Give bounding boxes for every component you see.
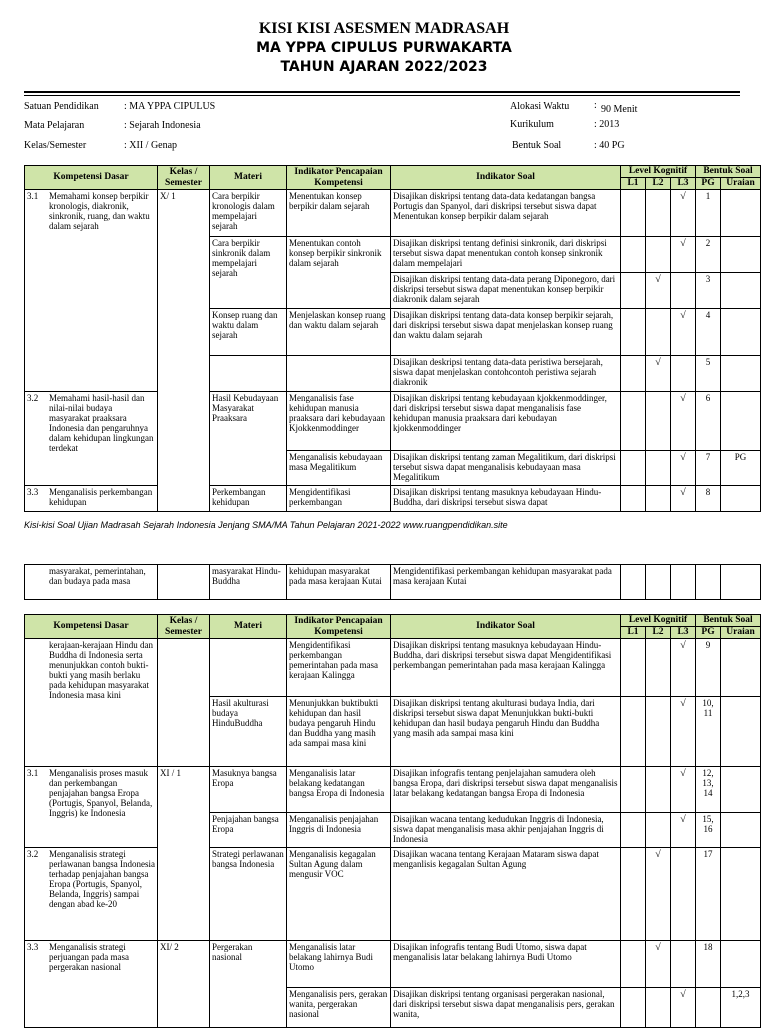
ipk-cell: Menganalisis penjajahan Inggris di Indonesia (287, 813, 391, 848)
indikator-cell: Disajikan diskripsi tentang data-data konsep berpikir sejarah, dari diskripsi tersebut siswa dapat menjelaskan konsep ruang dan waktu dalam sejarah (391, 309, 621, 356)
check-mark: √ (671, 190, 696, 237)
kd-cell (25, 767, 158, 848)
uraian-value: 1,2,3 (721, 988, 761, 1028)
ipk-cell: Menganalisis latar belakang lahirnya Budi Utomo (287, 941, 391, 988)
materi-cell: Penjajahan bangsa Eropa (210, 813, 287, 848)
indikator-cell: Disajikan diskripsi tentang akulturasi budaya India, dari diskripsi tersebut siswa dapat Menunjukkan bukti-bukti kehidupan dan hasil budaya pengaruh Hindu dan Buddha yang masih ada sampai masa kini (391, 697, 621, 767)
col-l2: L2 (646, 178, 671, 190)
check-mark: √ (646, 941, 671, 988)
ipk-cell: Menentukan contoh konsep berpikir sinkronik dalam sejarah (287, 237, 391, 309)
kd-text: Memahami konsep berpikir kronologis, diakronik, sinkronik, ruang, dan waktu dalam sejarah (49, 191, 150, 232)
pg-number: 10, 11 (696, 697, 721, 767)
kelas-cell: XI/ 2 (158, 941, 210, 1028)
kd-number: 3.1 (27, 191, 39, 201)
col-pg: PG (696, 627, 721, 639)
kd-number: 3.3 (27, 487, 39, 497)
pg-number: 8 (696, 486, 721, 512)
materi-cell: Cara berpikir sinkronik dalam mempelajari sejarah (210, 237, 287, 309)
check-mark: √ (671, 697, 696, 767)
pg-number: 4 (696, 309, 721, 356)
col-bentuk: Bentuk Soal (696, 166, 761, 178)
table-row (25, 392, 761, 451)
kurikulum-value: : 2013 (594, 119, 620, 130)
check-mark: √ (671, 639, 696, 697)
indikator-cell: Disajikan diskripsi tentang definisi sinkronik, dari diskripsi tersebut siswa dapat menentukan contoh konsep sinkronik dalam mempelajari (391, 237, 621, 273)
mapel-label: Mata Pelajaran (24, 120, 85, 131)
pg-number: 3 (696, 273, 721, 309)
ipk-cell: Menganalisis kegagalan Sultan Agung dalam mengusir VOC (287, 848, 391, 941)
kelas-cell: X/ 1 (158, 190, 210, 512)
check-mark: √ (671, 309, 696, 356)
uraian-value: PG (721, 451, 761, 486)
kd-text: Menganalisis strategi perjuangan pada masa pergerakan nasional (49, 942, 129, 973)
materi-cell: Hasil Kebudayaan Masyarakat Praaksara (210, 392, 287, 486)
col-l3: L3 (671, 178, 696, 190)
academic-year: TAHUN AJARAN 2022/2023 (280, 59, 488, 75)
col-kd: Kompetensi Dasar (25, 166, 158, 190)
col-kelas: Kelas / Semester (158, 166, 210, 190)
ipk-cell: Menjelaskan konsep ruang dan waktu dalam sejarah (287, 309, 391, 356)
ipk-cell: Menganalisis latar belakang kedatangan bangsa Eropa di Indonesia (287, 767, 391, 813)
indikator-cell: Disajikan deskripsi tentang data-data peristiwa bersejarah, siswa dapat menjelaskan contohcontoh peristiwa sejarah diakronik (391, 356, 621, 392)
materi-cell: masyarakat Hindu-Buddha (210, 565, 287, 600)
col-kelas: Kelas / Semester (158, 615, 210, 639)
pg-number: 17 (696, 848, 721, 941)
col-uraian: Uraian (721, 178, 761, 190)
materi-cell: Strategi perlawanan bangsa Indonesia (210, 848, 287, 941)
ipk-cell: Menganalisis fase kehidupan manusia praaksara dari kebudayaan Kjokkenmoddinger (287, 392, 391, 451)
indikator-cell: Disajikan diskripsi tentang masuknya kebudayaan Hindu-Buddha, dari diskripsi tersebut siswa dapat (391, 486, 621, 512)
ipk-cell: kehidupan masyarakat pada masa kerajaan Kutai (287, 565, 391, 600)
header-rule-thin (24, 95, 740, 96)
table-row (25, 767, 761, 813)
ipk-cell: Menentukan konsep berpikir dalam sejarah (287, 190, 391, 237)
kd-number: 3.2 (27, 393, 39, 403)
indikator-cell: Disajikan infografis tentang penjelajahan samudera oleh bangsa Eropa, dari diskripsi tersebut siswa dapat menganalisis latar belakang kedatangan bangsa Eropa di Indonesia (391, 767, 621, 813)
col-l1: L1 (621, 178, 646, 190)
pg-number: 18 (696, 941, 721, 988)
kd-number: 3.3 (27, 942, 39, 952)
check-mark: √ (671, 451, 696, 486)
kelas-value: : XII / Genap (124, 140, 178, 151)
col-materi: Materi (210, 615, 287, 639)
table-row (25, 848, 761, 941)
col-l1: L1 (621, 627, 646, 639)
satuan-label: Satuan Pendidikan (24, 101, 99, 112)
pg-number: 2 (696, 237, 721, 273)
check-mark: √ (671, 767, 696, 813)
kurikulum-label: Kurikulum (510, 119, 554, 130)
col-uraian: Uraian (721, 627, 761, 639)
indikator-cell: Mengidentifikasi perkembangan kehidupan masyarakat pada masa kerajaan Kutai (391, 565, 621, 600)
col-ipk: Indikator Pencapaian Kompetensi (287, 615, 391, 639)
alokasi-colon: : (594, 100, 597, 111)
check-mark: √ (671, 988, 696, 1028)
document-title: KISI KISI ASESMEN MADRASAH (258, 20, 510, 37)
ipk-cell: Menganalisis pers, gerakan wanita, pergerakan nasional (287, 988, 391, 1028)
indikator-cell: Disajikan wacana tentang kedudukan Inggris di Indonesia, siswa dapat menganalisis masa akhir penjajahan Inggris di Indonesia (391, 813, 621, 848)
ipk-cell: Menganalisis kebudayaan masa Megalitikum (287, 451, 391, 486)
mapel-value: : Sejarah Indonesia (124, 120, 201, 131)
check-mark: √ (671, 813, 696, 848)
kd-number: 3.1 (27, 768, 39, 778)
table-row (25, 486, 761, 512)
bentuk-label: Bentuk Soal (512, 140, 562, 151)
kd-cell: masyarakat, pemerintahan, dan budaya pada masa (25, 565, 158, 600)
kd-text: Menganalisis strategi perlawanan bangsa Indonesia terhadap penjajahan bangsa Eropa (Portugis, Spanyol, Belanda, Inggris) sampai dengan abad ke-20 (49, 849, 155, 910)
bentuk-value: : 40 PG (594, 140, 625, 151)
col-pg: PG (696, 178, 721, 190)
check-mark: √ (671, 486, 696, 512)
col-kd: Kompetensi Dasar (25, 615, 158, 639)
materi-cell: Cara berpikir kronologis dalam mempelajari sejarah (210, 190, 287, 237)
kd-cell (25, 848, 158, 941)
indikator-cell: Disajikan diskripsi tentang data-data kedatangan bangsa Portugis dan Spanyol, dari diskripsi tersebut siswa dapat Menentukan konsep berpikir dalam sejarah (391, 190, 621, 237)
pg-number: 15, 16 (696, 813, 721, 848)
continuation-table (24, 564, 761, 600)
col-indikator: Indikator Soal (391, 615, 621, 639)
check-mark: √ (646, 848, 671, 941)
kd-cell (25, 392, 158, 486)
kd-cell: kerajaan-kerajaan Hindu dan Buddha di Indonesia serta menunjukkan contoh bukti-bukti yang masih berlaku pada kehidupan masyarakat Indonesia masa kini (25, 639, 158, 767)
indikator-cell: Disajikan diskripsi tentang organisasi pergerakan nasional, dari diskripsi tersebut siswa dapat menganalisis pers, gerakan wanita, (391, 988, 621, 1028)
ipk-cell: Mengidentifikasi perkembangan (287, 486, 391, 512)
col-materi: Materi (210, 166, 287, 190)
indikator-cell: Disajikan diskripsi tentang data-data perang Diponegoro, dari diskripsi tersebut siswa dapat menentukan konsep berpikir diakronik dalam sejarah (391, 273, 621, 309)
materi-cell: Konsep ruang dan waktu dalam sejarah (210, 309, 287, 356)
col-indikator: Indikator Soal (391, 166, 621, 190)
ipk-cell: Menunjukkan buktibukti kehidupan dan hasil budaya pengaruh Hindu dan Buddha yang masih ada sampai masa kini (287, 697, 391, 767)
indikator-cell: Disajikan diskripsi tentang kebudayaan kjokkenmoddinger, dari diskripsi tersebut siswa dapat menganalisis fase kehidupan manusia praaksara dari kebudayan kjokkenmoddinger (391, 392, 621, 451)
pg-number: 6 (696, 392, 721, 451)
col-level: Level Kognitif (621, 166, 696, 178)
table-row (25, 639, 761, 697)
kd-text: Menganalisis perkembangan kehidupan (49, 487, 153, 508)
materi-cell: Hasil akulturasi budaya HinduBuddha (210, 697, 287, 767)
kelas-cell: XI / 1 (158, 767, 210, 941)
indikator-cell: Disajikan wacana tentang Kerajaan Mataram siswa dapat menganlisis kegagalan Sultan Agung (391, 848, 621, 941)
materi-cell: Masuknya bangsa Eropa (210, 767, 287, 813)
kisi-table-page2 (24, 614, 761, 1028)
pg-number: 9 (696, 639, 721, 697)
kd-text: Menganalisis proses masuk dan perkembangan penjajahan bangsa Eropa (Portugis, Spanyol, Belanda, Inggris) ke Indonesia (49, 768, 153, 819)
table-row (25, 941, 761, 988)
satuan-value: : MA YPPA CIPULUS (124, 101, 216, 112)
kd-cell (25, 190, 158, 392)
col-level: Level Kognitif (621, 615, 696, 627)
kd-text: Memahami hasil-hasil dan nilai-nilai budaya masyarakat praaksara Indonesia dan pengaruhnya dalam kehidupan lingkungan terdekat (49, 393, 154, 454)
pg-number: 12, 13, 14 (696, 767, 721, 813)
check-mark: √ (671, 392, 696, 451)
alokasi-label: Alokasi Waktu (510, 101, 570, 112)
alokasi-value: 90 Menit (601, 104, 638, 115)
col-ipk: Indikator Pencapaian Kompetensi (287, 166, 391, 190)
school-name: MA YPPA CIPULUS PURWAKARTA (256, 40, 512, 56)
table-row (25, 565, 761, 600)
col-l2: L2 (646, 627, 671, 639)
check-mark: √ (646, 273, 671, 309)
page-footer: Kisi-kisi Soal Ujian Madrasah Sejarah Indonesia Jenjang SMA/MA Tahun Pelajaran 2021-2022 www.ruangpendidikan.site (24, 520, 508, 530)
kd-number: 3.2 (27, 849, 39, 859)
indikator-cell: Disajikan diskripsi tentang zaman Megalitikum, dari diskripsi tersebut siswa dapat menganalisis kebudayaan masa Megalitikum (391, 451, 621, 486)
indikator-cell: Disajikan diskripsi tentang masuknya kebudayaan Hindu-Buddha, dari diskripsi tersebut siswa dapat Mengidentifikasi perkembangan pemerintahan pada masa kerajaan Kalingga (391, 639, 621, 697)
kd-cell (25, 486, 158, 512)
header-rule (24, 91, 740, 93)
materi-cell: Pergerakan nasional (210, 941, 287, 1028)
check-mark: √ (671, 237, 696, 273)
indikator-cell: Disajikan infografis tentang Budi Utomo, siswa dapat menganalisis latar belakang lahirnya Budi Utomo (391, 941, 621, 988)
table-row (25, 190, 761, 237)
check-mark: √ (646, 356, 671, 392)
col-l3: L3 (671, 627, 696, 639)
pg-number: 7 (696, 451, 721, 486)
kelas-label: Kelas/Semester (24, 140, 87, 151)
col-bentuk: Bentuk Soal (696, 615, 761, 627)
ipk-cell: Mengidentifikasi perkembangan pemerintahan pada masa kerajaan Kalingga (287, 639, 391, 697)
kisi-table-page1 (24, 165, 761, 512)
pg-number: 5 (696, 356, 721, 392)
pg-number: 1 (696, 190, 721, 237)
materi-cell: Perkembangan kehidupan (210, 486, 287, 512)
kd-cell (25, 941, 158, 1028)
